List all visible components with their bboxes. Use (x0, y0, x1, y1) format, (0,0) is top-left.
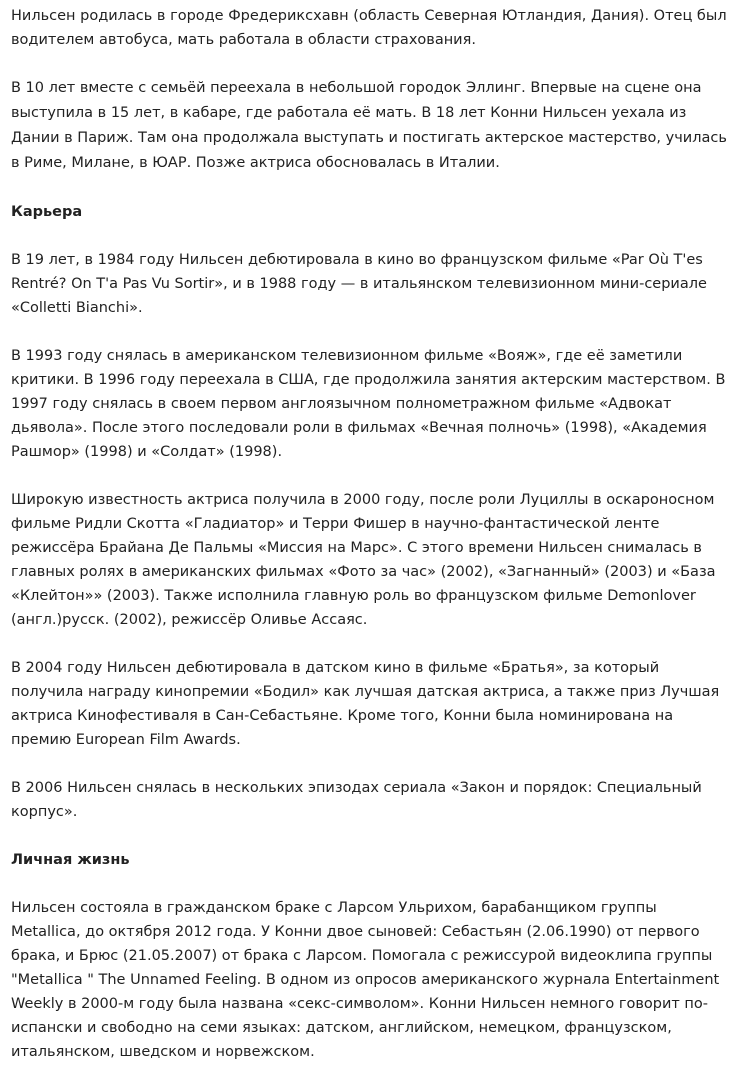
paragraph-career-usa: В 1993 году снялась в американском телевизионном фильме «Вояж», где её заметили критики. В 1996 году переехала в США, где продолжила занятия актерским мастерством. В 1997 году снялась в своем первом англоязычном полнометражном фильме «Адвокат дьявола». После этого последовали роли в фильмах «Вечная полночь» (1998), «Академия Рашмор» (1998) и «Солдат» (1998). (11, 348, 726, 460)
paragraph-career-fame: Широкую известность актриса получила в 2000 году, после роли Луциллы в оскароносном фильме Ридли Скотта «Гладиатор» и Терри Фишер в научно-фантастической ленте режиссёра Брайана Де Пальмы «Миссия на Марс». С этого времени Нильсен снималась в главных ролях в американских фильмах «Фото за час» (2002), «Загнанный» (2003) и «База «Клейтон»» (2003). Также исполнила главную роль во французском фильме Demonlover (англ.)русск. (2002), режиссёр Оливье Ассаяс. (11, 492, 716, 628)
paragraph-career-debut: В 19 лет, в 1984 году Нильсен дебютировала в кино во французском фильме «Par Où T'es Rentré? On T'a Pas Vu Sortir», и в 1988 году — в итальянском телевизионном мини-сериале «Colletti Bianchi». (11, 252, 707, 316)
paragraph-personal-life: Нильсен состояла в гражданском браке с Ларсом Ульрихом, барабанщиком группы Metallica, до октября 2012 года. У Конни двое сыновей: Себастьян (2.06.1990) от первого брака, и Брюс (21.05.2007) от брака с Ларсом. Помогала с режиссурой видеоклипа группы "Metallica " The Unnamed Feeling. В одном из опросов американского журнала Entertainment Weekly в 2000-м году была названа «секс-символом». Конни Нильсен немного говорит по-испански и свободно на семи языках: датском, английском, немецком, французском, итальянском, шведском и норвежском. (11, 900, 720, 1060)
section-heading-personal: Личная жизнь (11, 852, 130, 868)
section-heading-career: Карьера (11, 204, 83, 220)
paragraph-career-tv: В 2006 Нильсен снялась в нескольких эпизодах сериала «Закон и порядок: Специальный корпус». (11, 780, 702, 820)
paragraph-early-life: В 10 лет вместе с семьёй переехала в небольшой городок Эллинг. Впервые на сцене она выступила в 15 лет, в кабаре, где работала её мать. В 18 лет Конни Нильсен уехала из Дании в Париж. Там она продолжала выступать и постигать актерское мастерство, училась в Риме, Милане, в ЮАР. Позже актриса обосновалась в Италии. (11, 80, 727, 171)
paragraph-career-danish: В 2004 году Нильсен дебютировала в датском кино в фильме «Братья», за который получила награду кинопремии «Бодил» как лучшая датская актриса, а также приз Лучшая актриса Кинофестиваля в Сан-Себастьяне. Кроме того, Конни была номинирована на премию European Film Awards. (11, 660, 720, 748)
paragraph-birth: Нильсен родилась в городе Фредериксхавн (область Северная Ютландия, Дания). Отец был водителем автобуса, мать работала в области страхования. (11, 8, 727, 48)
